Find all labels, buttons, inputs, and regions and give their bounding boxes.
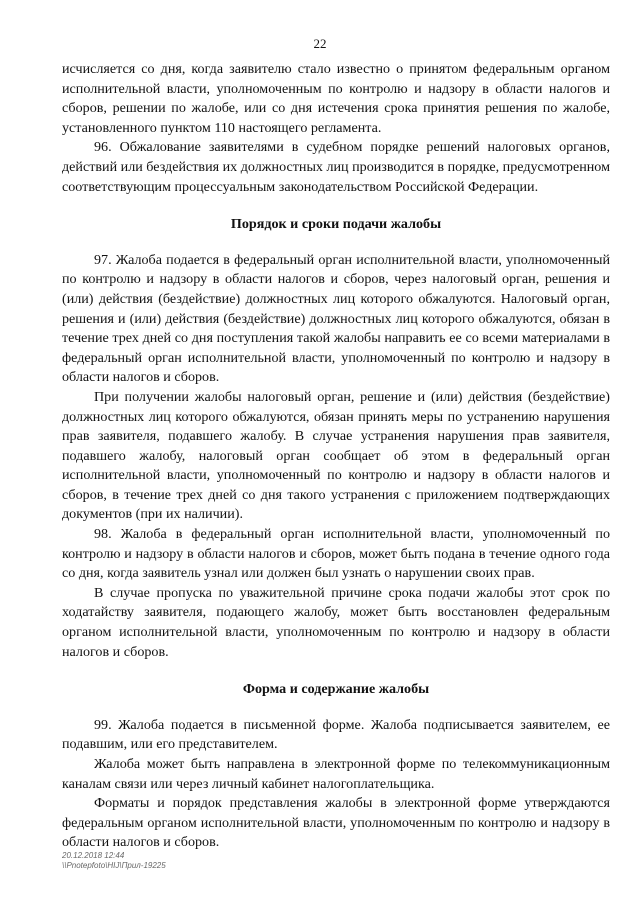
paragraph-97: 97. Жалоба подается в федеральный орган исполнительной власти, уполномоченный по контролю и надзору в области налогов и сборов, через налоговый орган, решения и (или) действия (бездействие) должностных лиц которого обжалуются. Налоговый орган, решения и (или) действия (бездействие) должностных лиц которого обжалуются, обязан в течение трех дней со дня поступления такой жалобы направить ее со всеми материалами в федеральный орган исполнительной власти, уполномоченный по контролю и надзору в области налогов и сборов. xyxy=(62,251,610,386)
paragraph-99-formats: Форматы и порядок представления жалобы в электронной форме утверждаются федеральным органом исполнительной власти, уполномоченным по контролю и надзору в области налогов и сборов. xyxy=(62,795,610,851)
paragraph-continuation: исчисляется со дня, когда заявителю стало известно о принятом федеральным органом исполнительной власти, уполномоченным по контролю и надзору в области налогов и сборов, решении по жалобе, или со дня истечения срока принятия решения по жалобе, установленного пунктом 110 настоящего регламента. xyxy=(62,61,610,136)
section-heading-form: Форма и содержание жалобы xyxy=(242,681,430,698)
paragraph-97-receipt: При получении жалобы налоговый орган, решение и (или) действия (бездействие) должностных лиц которого обжалуются, обязан принять меры по устранению нарушения прав заявителя, подавшего жалобу. В случае устранения нарушения прав заявителя, подавшего жалобу, налоговый орган сообщает об этом в федеральный орган исполнительной власти, уполномоченный по контролю и надзору в области налогов и сборов, в течение трех дней со дня такого устранения с приложением подтверждающих документов (при их наличии). xyxy=(62,388,610,523)
footer-file-path: \\Pnotepfoto\HIJ\Прил-19225 xyxy=(62,861,166,870)
document-body xyxy=(62,60,610,853)
footer-timestamp: 20.12.2018 12:44 xyxy=(62,851,125,860)
page-number: 22 xyxy=(313,36,327,51)
paragraph-98-restore: В случае пропуска по уважительной причине срока подачи жалобы этот срок по ходатайству заявителя, подающего жалобу, может быть восстановлен федеральным органом исполнительной власти, уполномоченным по контролю и надзору в области налогов и сборов. xyxy=(62,584,610,660)
paragraph-96: 96. Обжалование заявителями в судебном порядке решений налоговых органов, действий или бездействия их должностных лиц производится в порядке, предусмотренном соответствующим процессуальным законодательством Российской Федерации. xyxy=(62,139,610,195)
print-footer xyxy=(62,851,166,871)
paragraph-99-electronic: Жалоба может быть направлена в электронной форме по телекоммуникационным каналам связи или через личный кабинет налогоплательщика. xyxy=(62,756,610,792)
section-heading-submission: Порядок и сроки подачи жалобы xyxy=(230,216,442,233)
paragraph-99: 99. Жалоба подается в письменной форме. Жалоба подписывается заявителем, ее подавшим, или его представителем. xyxy=(62,716,610,753)
paragraph-98: 98. Жалоба в федеральный орган исполнительной власти, уполномоченный по контролю и надзору в области налогов и сборов, может быть подана в течение одного года со дня, когда заявитель узнал или должен был узнать о нарушении своих прав. xyxy=(62,526,610,582)
